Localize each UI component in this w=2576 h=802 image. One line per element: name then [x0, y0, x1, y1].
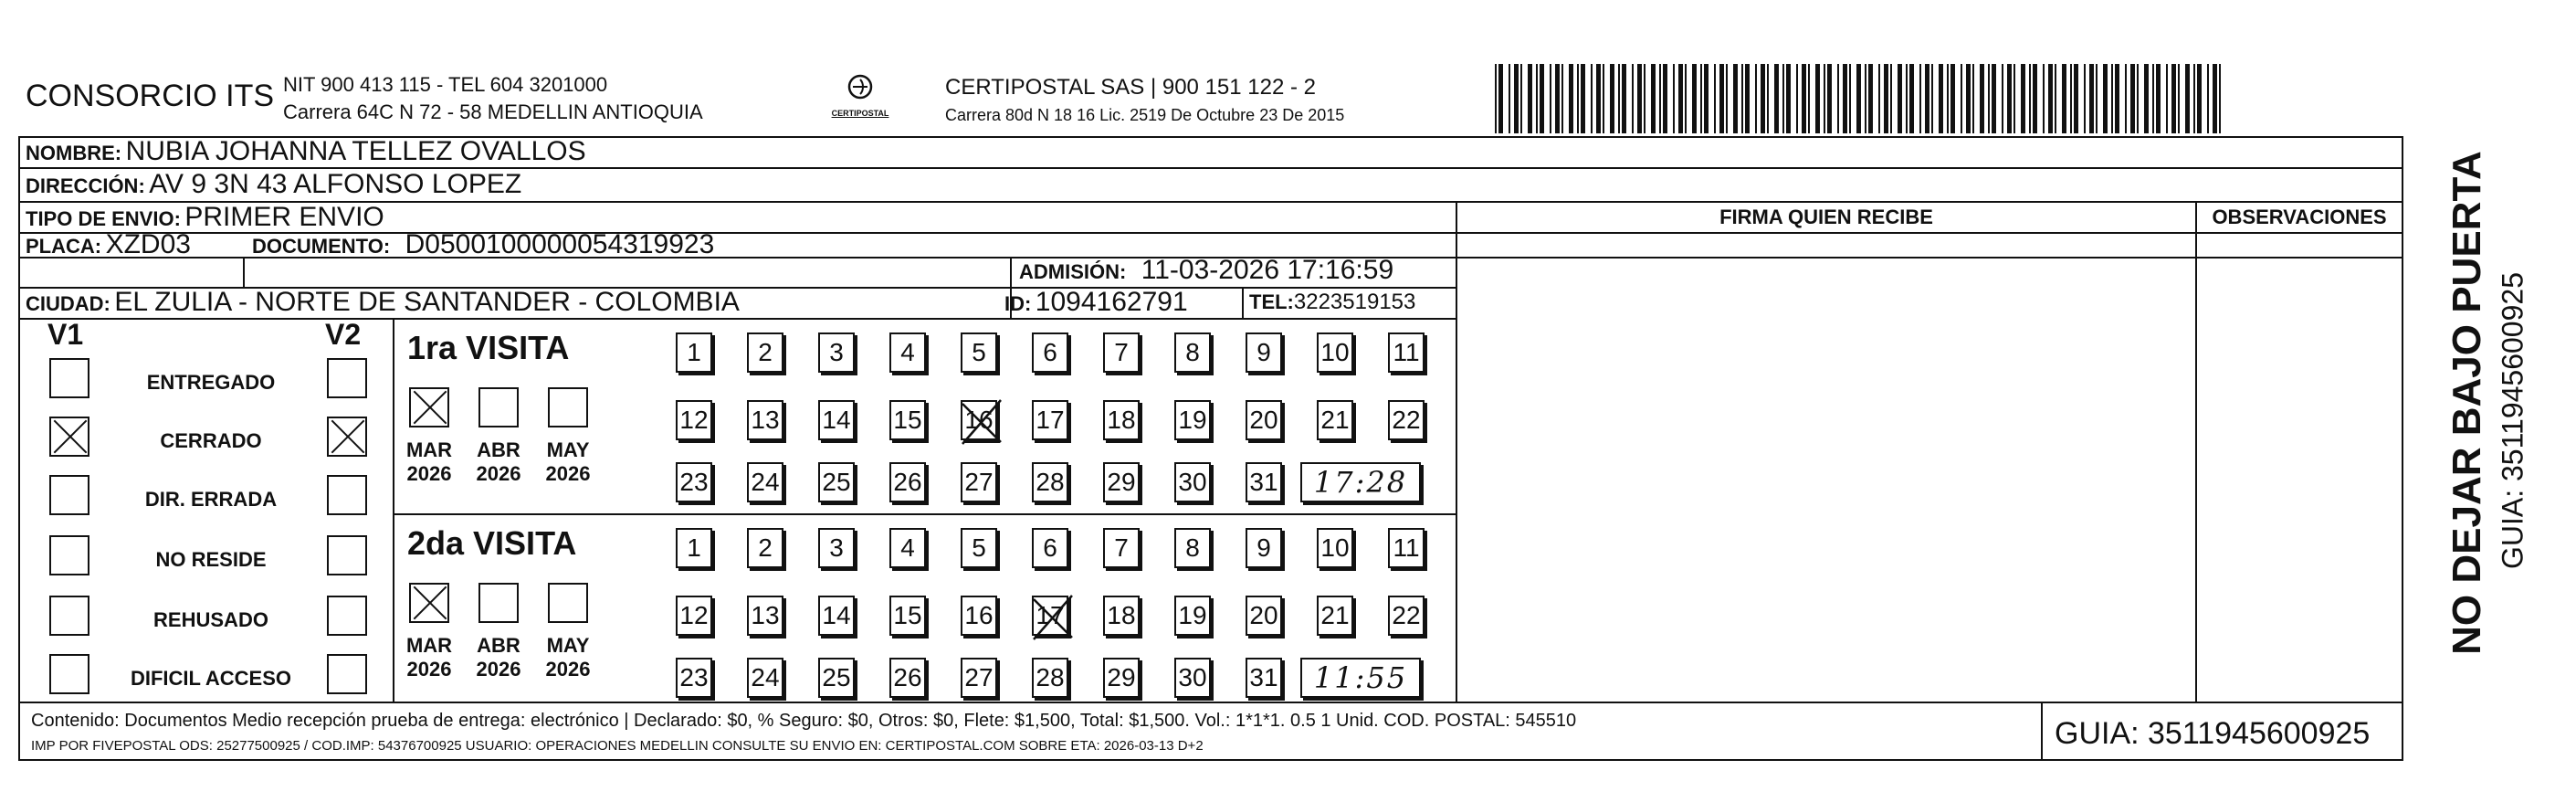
- barcode-bar: [1714, 64, 1716, 133]
- barcode-bar: [2125, 64, 2127, 133]
- month-year: 2026: [545, 462, 591, 485]
- handwritten-time: 17:28: [1300, 462, 1421, 502]
- barcode-bar: [2171, 64, 2176, 133]
- barcode-bar: [2021, 64, 2025, 133]
- day-box[interactable]: 29: [1103, 462, 1140, 502]
- day-box[interactable]: 12: [676, 596, 712, 636]
- logo-emblem-icon: [842, 73, 878, 104]
- barcode-bar: [1498, 64, 1503, 133]
- day-box[interactable]: 23: [676, 658, 712, 698]
- day-box[interactable]: 30: [1174, 462, 1211, 502]
- barcode-bar: [1878, 64, 1880, 133]
- barcode: [1495, 64, 2225, 133]
- barcode-bar: [1581, 64, 1585, 133]
- barcode-bar: [1540, 64, 1544, 133]
- side-panel: [2411, 151, 2529, 676]
- barcode-bar: [1786, 64, 1791, 133]
- day-box[interactable]: 14: [818, 400, 855, 440]
- v1-checkbox[interactable]: [49, 358, 89, 398]
- day-box[interactable]: 25: [818, 462, 855, 502]
- barcode-bar: [1782, 64, 1784, 133]
- month-year: 2026: [476, 658, 521, 681]
- month-label: [471, 634, 526, 681]
- no-dejar-text: NO DEJAR BAJO PUERTA: [2445, 151, 2489, 655]
- barcode-bar: [2130, 64, 2135, 133]
- month-checkbox[interactable]: [548, 387, 588, 427]
- placa-field: [26, 229, 191, 259]
- day-box[interactable]: 27: [961, 462, 997, 502]
- barcode-bar: [1610, 64, 1614, 133]
- barcode-bar: [1849, 64, 1851, 133]
- barcode-bar: [2115, 64, 2119, 133]
- barcode-bar: [1528, 64, 1532, 133]
- barcode-bar: [1919, 64, 1921, 133]
- tel-label: TEL:: [1249, 290, 1294, 313]
- placa-value: XZD03: [105, 229, 191, 259]
- ciudad-label: CIUDAD:: [26, 292, 110, 315]
- barcode-bar: [1678, 64, 1683, 133]
- day-box[interactable]: 4: [889, 528, 926, 568]
- day-box[interactable]: 16: [961, 400, 997, 440]
- company-name: CONSORCIO ITS: [26, 79, 275, 113]
- nombre-label: NOMBRE:: [26, 142, 122, 164]
- day-box[interactable]: 18: [1103, 400, 1140, 440]
- day-box[interactable]: 20: [1246, 400, 1282, 440]
- barcode-bar: [1796, 64, 1798, 133]
- company-address: Carrera 64C N 72 - 58 MEDELLIN ANTIOQUIA: [283, 100, 703, 123]
- barcode-bar: [1767, 64, 1769, 133]
- barcode-bar: [1988, 64, 1990, 133]
- barcode-bar: [1644, 64, 1645, 133]
- month-checkbox[interactable]: [409, 583, 449, 623]
- day-box[interactable]: 5: [961, 528, 997, 568]
- day-box[interactable]: 22: [1388, 596, 1425, 636]
- barcode-bar: [2043, 64, 2045, 133]
- barcode-bar: [1755, 64, 1757, 133]
- barcode-bar: [1980, 64, 1984, 133]
- day-box[interactable]: 3: [818, 332, 855, 373]
- v1-checkbox[interactable]: [49, 475, 89, 515]
- barcode-bar: [2111, 64, 2113, 133]
- barcode-bar: [2156, 64, 2161, 133]
- day-box[interactable]: 30: [1174, 658, 1211, 698]
- tel-field: [1249, 287, 1415, 318]
- barcode-bar: [1700, 64, 1702, 133]
- v1-checkbox[interactable]: [49, 654, 89, 694]
- barcode-bar: [1939, 64, 1943, 133]
- barcode-bar: [2166, 64, 2168, 133]
- day-box[interactable]: 31: [1246, 658, 1282, 698]
- v2-checkbox[interactable]: [327, 535, 367, 575]
- ciudad-value: EL ZULIA - NORTE DE SANTANDER - COLOMBIA: [114, 287, 740, 317]
- month-name: MAY: [546, 438, 590, 461]
- status-label: NO RESIDE: [155, 548, 267, 571]
- barcode-bar: [2219, 64, 2221, 133]
- id-label: ID:: [1004, 292, 1032, 315]
- barcode-bar: [1726, 64, 1728, 133]
- barcode-bar: [1824, 64, 1825, 133]
- day-box[interactable]: 15: [889, 596, 926, 636]
- v2-checkbox[interactable]: [327, 654, 367, 694]
- barcode-bar: [1972, 64, 1974, 133]
- barcode-bar: [1591, 64, 1593, 133]
- v2-checkbox[interactable]: [327, 417, 367, 457]
- barcode-bar: [1745, 64, 1750, 133]
- barcode-bar: [1618, 64, 1620, 133]
- day-box[interactable]: 21: [1317, 596, 1353, 636]
- footer-guia: GUIA: 3511945600925: [2055, 716, 2371, 751]
- barcode-bar: [1685, 64, 1687, 133]
- day-box[interactable]: 28: [1032, 658, 1068, 698]
- month-name: MAR: [405, 438, 453, 461]
- month-name: ABR: [477, 438, 520, 461]
- v1-checkbox[interactable]: [49, 596, 89, 636]
- barcode-bar: [1659, 64, 1661, 133]
- barcode-bar: [1637, 64, 1642, 133]
- admision-value: 11-03-2026 17:16:59: [1141, 255, 1394, 285]
- month-label: [471, 438, 526, 486]
- barcode-bar: [1925, 64, 1929, 133]
- day-box[interactable]: 11: [1388, 332, 1425, 373]
- day-box[interactable]: 4: [889, 332, 926, 373]
- v2-checkbox[interactable]: [327, 596, 367, 636]
- day-box[interactable]: 7: [1103, 528, 1140, 568]
- month-name: ABR: [477, 634, 520, 657]
- month-checkbox[interactable]: [478, 583, 519, 623]
- month-year: 2026: [406, 658, 452, 681]
- barcode-bar: [2197, 64, 2202, 133]
- documento-value: D0500100000054319923: [405, 229, 715, 259]
- barcode-bar: [1509, 64, 1510, 133]
- barcode-bar: [2103, 64, 2108, 133]
- barcode-bar: [1514, 64, 1519, 133]
- barcode-bar: [1774, 64, 1779, 133]
- barcode-bar: [1569, 64, 1573, 133]
- barcode-bar: [1651, 64, 1656, 133]
- month-label: [541, 634, 595, 681]
- v2-checkbox[interactable]: [327, 358, 367, 398]
- barcode-bar: [1741, 64, 1743, 133]
- nombre-field: [26, 136, 586, 167]
- barcode-bar: [2152, 64, 2154, 133]
- day-box[interactable]: 10: [1317, 332, 1353, 373]
- day-box[interactable]: 19: [1174, 400, 1211, 440]
- nombre-value: NUBIA JOHANNA TELLEZ OVALLOS: [125, 136, 586, 166]
- barcode-bar: [1909, 64, 1914, 133]
- barcode-bar: [1520, 64, 1522, 133]
- barcode-bar: [2193, 64, 2195, 133]
- side-guia-text: GUIA: 3511945600925: [2496, 272, 2529, 569]
- barcode-bar: [1761, 64, 1765, 133]
- month-checkbox[interactable]: [548, 583, 588, 623]
- day-box[interactable]: 8: [1174, 332, 1211, 373]
- day-box[interactable]: 9: [1246, 528, 1282, 568]
- company-nit: NIT 900 413 115 - TEL 604 3201000: [283, 73, 608, 96]
- status-label: DIFICIL ACCESO: [130, 667, 291, 690]
- barcode-bar: [1837, 64, 1839, 133]
- day-box[interactable]: 9: [1246, 332, 1282, 373]
- barcode-bar: [1603, 64, 1604, 133]
- admision-field: [1019, 254, 1393, 287]
- month-name: MAY: [546, 634, 590, 657]
- barcode-bar: [2062, 64, 2066, 133]
- barcode-bar: [1884, 64, 1888, 133]
- month-year: 2026: [406, 462, 452, 485]
- visit-title: 1ra VISITA: [407, 329, 570, 366]
- documento-field: [252, 229, 715, 259]
- footer-content: Contenido: Documentos Medio recepción prueba de entrega: electrónico | Declarado: $0, % Seguro: $0, Otros: $0, Flete: $1,500, Total: $1,500. Vol.: 1*1*1. 0.5 1 Unid. COD. POSTAL: 545510: [31, 711, 1577, 731]
- day-box[interactable]: 3: [818, 528, 855, 568]
- status-label: CERRADO: [160, 429, 262, 452]
- day-box[interactable]: 6: [1032, 528, 1068, 568]
- documento-label: DOCUMENTO:: [252, 235, 391, 258]
- month-checkbox[interactable]: [478, 387, 519, 427]
- day-box[interactable]: 31: [1246, 462, 1282, 502]
- cross-mark-icon: [957, 396, 1004, 448]
- day-box[interactable]: 23: [676, 462, 712, 502]
- barcode-bar: [1692, 64, 1697, 133]
- barcode-bar: [1843, 64, 1847, 133]
- barcode-bar: [1992, 64, 1996, 133]
- barcode-bar: [2213, 64, 2217, 133]
- barcode-bar: [1577, 64, 1579, 133]
- barcode-bar: [2074, 64, 2078, 133]
- status-label: ENTREGADO: [146, 371, 276, 394]
- month-label: [402, 438, 457, 486]
- id-value: 1094162791: [1035, 287, 1188, 317]
- ciudad-field: [26, 287, 740, 318]
- day-box[interactable]: 2: [747, 332, 783, 373]
- barcode-bar: [1719, 64, 1724, 133]
- barcode-bar: [1550, 64, 1551, 133]
- day-box[interactable]: 20: [1246, 596, 1282, 636]
- barcode-bar: [2002, 64, 2003, 133]
- day-box[interactable]: 28: [1032, 462, 1068, 502]
- barcode-bar: [2089, 64, 2094, 133]
- firma-header: FIRMA QUIEN RECIBE: [1719, 206, 1933, 228]
- barcode-bar: [2207, 64, 2209, 133]
- barcode-bar: [1622, 64, 1626, 133]
- day-box[interactable]: 8: [1174, 528, 1211, 568]
- barcode-bar: [1596, 64, 1601, 133]
- direccion-label: DIRECCIÓN:: [26, 174, 145, 197]
- carrier-address: Carrera 80d N 18 16 Lic. 2519 De Octubre 23 De 2015: [945, 106, 1345, 124]
- day-box[interactable]: 16: [961, 596, 997, 636]
- tipo-label: TIPO DE ENVIO:: [26, 207, 181, 230]
- day-box[interactable]: 21: [1317, 400, 1353, 440]
- barcode-bar: [2185, 64, 2190, 133]
- placa-label: PLACA:: [26, 235, 102, 258]
- barcode-bar: [1898, 64, 1902, 133]
- day-box[interactable]: 18: [1103, 596, 1140, 636]
- barcode-bar: [1868, 64, 1873, 133]
- tipo-value: PRIMER ENVIO: [184, 202, 384, 232]
- month-year: 2026: [476, 462, 521, 485]
- barcode-bar: [1961, 64, 1962, 133]
- barcode-bar: [1704, 64, 1709, 133]
- barcode-bar: [1663, 64, 1667, 133]
- status-label: DIR. ERRADA: [144, 488, 278, 511]
- month-label: [402, 634, 457, 681]
- month-label: [541, 438, 595, 486]
- barcode-bar: [1827, 64, 1832, 133]
- barcode-bar: [1950, 64, 1955, 133]
- v1-header: V1: [47, 318, 84, 351]
- barcode-bar: [2070, 64, 2072, 133]
- day-box[interactable]: 14: [818, 596, 855, 636]
- direccion-field: [26, 169, 521, 200]
- barcode-bar: [1966, 64, 1971, 133]
- observaciones-header: OBSERVACIONES: [2212, 206, 2387, 228]
- tel-value: 3223519153: [1293, 290, 1416, 314]
- v2-checkbox[interactable]: [327, 475, 367, 515]
- barcode-bar: [2137, 64, 2139, 133]
- tipo-field: [26, 203, 384, 232]
- barcode-bar: [1733, 64, 1738, 133]
- barcode-bar: [1815, 64, 1820, 133]
- day-box[interactable]: 22: [1388, 400, 1425, 440]
- day-box[interactable]: 27: [961, 658, 997, 698]
- status-label: REHUSADO: [153, 608, 268, 631]
- barcode-bar: [1802, 64, 1806, 133]
- barcode-bar: [1808, 64, 1810, 133]
- day-box[interactable]: 11: [1388, 528, 1425, 568]
- day-box[interactable]: 5: [961, 332, 997, 373]
- barcode-bar: [1673, 64, 1675, 133]
- day-box[interactable]: 2: [747, 528, 783, 568]
- day-box[interactable]: 26: [889, 462, 926, 502]
- day-box[interactable]: 17: [1032, 400, 1068, 440]
- month-name: MAR: [405, 634, 453, 657]
- barcode-bar: [2013, 64, 2015, 133]
- footer-imp: IMP POR FIVEPOSTAL ODS: 25277500925 / COD.IMP: 54376700925 USUARIO: OPERACIONES MEDELLIN CONSULTE SU ENVIO EN: CERTIPOSTAL.COM SOBRE ETA: 2026-03-13 D+2: [31, 738, 1204, 754]
- barcode-bar: [1555, 64, 1560, 133]
- day-box[interactable]: 10: [1317, 528, 1353, 568]
- barcode-bar: [1865, 64, 1866, 133]
- day-box[interactable]: 1: [676, 528, 712, 568]
- barcode-bar: [1856, 64, 1861, 133]
- handwritten-time: 11:55: [1300, 658, 1421, 698]
- barcode-bar: [1906, 64, 1908, 133]
- certipostal-logo: [824, 73, 897, 124]
- day-box[interactable]: 1: [676, 332, 712, 373]
- barcode-bar: [1890, 64, 1892, 133]
- barcode-bar: [2048, 64, 2053, 133]
- day-box[interactable]: 13: [747, 596, 783, 636]
- barcode-bar: [1561, 64, 1563, 133]
- barcode-bar: [1495, 64, 1497, 133]
- barcode-bar: [2096, 64, 2098, 133]
- day-box[interactable]: 19: [1174, 596, 1211, 636]
- day-box[interactable]: 13: [747, 400, 783, 440]
- v1-checkbox[interactable]: [49, 417, 89, 457]
- v2-header: V2: [325, 318, 362, 351]
- barcode-bar: [2055, 64, 2056, 133]
- barcode-bar: [2144, 64, 2149, 133]
- barcode-bar: [1931, 64, 1933, 133]
- barcode-bar: [2033, 64, 2037, 133]
- carrier-name: CERTIPOSTAL SAS | 900 151 122 - 2: [945, 75, 1316, 100]
- admision-label: ADMISIÓN:: [1019, 260, 1127, 283]
- day-box[interactable]: 24: [747, 658, 783, 698]
- day-box[interactable]: 26: [889, 658, 926, 698]
- month-year: 2026: [545, 658, 591, 681]
- barcode-bar: [2178, 64, 2180, 133]
- month-checkbox[interactable]: [409, 387, 449, 427]
- day-box[interactable]: 7: [1103, 332, 1140, 373]
- id-field: [1004, 287, 1188, 318]
- day-box[interactable]: 6: [1032, 332, 1068, 373]
- barcode-bar: [1947, 64, 1949, 133]
- visit-title: 2da VISITA: [407, 524, 577, 562]
- logo-text: CERTIPOSTAL: [831, 109, 889, 118]
- cross-mark-icon: [1028, 592, 1076, 643]
- barcode-bar: [2084, 64, 2086, 133]
- barcode-bar: [2029, 64, 2031, 133]
- barcode-bar: [2007, 64, 2012, 133]
- day-box[interactable]: 12: [676, 400, 712, 440]
- day-box[interactable]: 17: [1032, 596, 1068, 636]
- v1-checkbox[interactable]: [49, 535, 89, 575]
- day-box[interactable]: 24: [747, 462, 783, 502]
- barcode-bar: [1632, 64, 1634, 133]
- day-box[interactable]: 15: [889, 400, 926, 440]
- day-box[interactable]: 29: [1103, 658, 1140, 698]
- barcode-bar: [1536, 64, 1538, 133]
- direccion-value: AV 9 3N 43 ALFONSO LOPEZ: [149, 169, 522, 199]
- day-box[interactable]: 25: [818, 658, 855, 698]
